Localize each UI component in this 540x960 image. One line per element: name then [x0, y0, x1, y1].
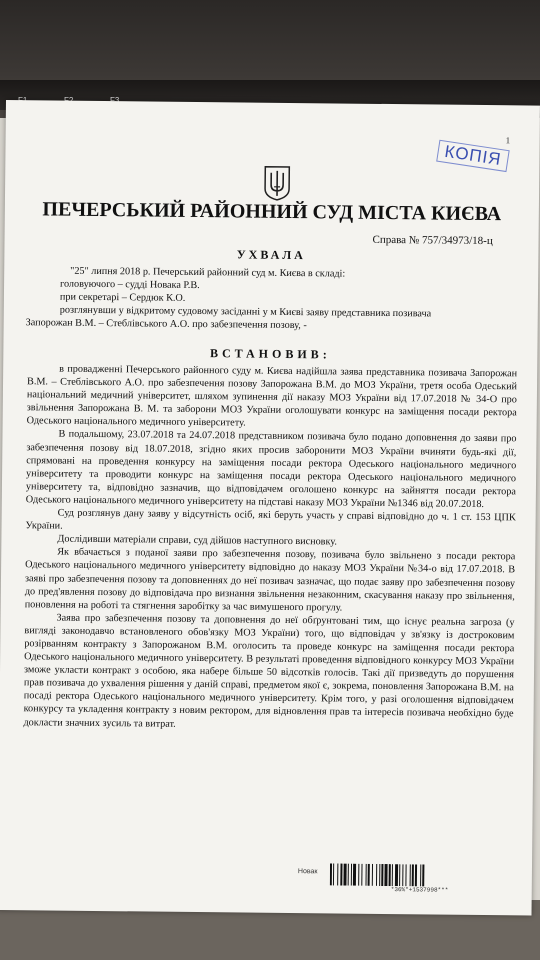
case-number: Справа № 757/34973/18-ц	[372, 233, 493, 248]
barcode-bar	[376, 864, 377, 886]
barcode-bar	[402, 864, 403, 886]
body-text	[23, 362, 517, 734]
barcode-bar	[343, 864, 346, 886]
paragraph: в провадженні Печерського районного суду м. Києва надійшла заява представника позивача Запорожан В.М. – Стеблівського А.О. про забезпечення позову Запорожана В.М. до МОЗ України, третя особа Одеський національний медичний університет, шляхом зупинення дії наказу МОЗ України від 17.07.2018 № 34-О про звільнення Запорожана В. М. та заборони МОЗ України оголошувати конкурс на заміщення посади ректора Одеського національного медичного університету.	[26, 363, 518, 429]
trident-emblem-icon	[263, 165, 291, 201]
intro-line: головуючого – судді Новака Р.В.	[60, 278, 200, 292]
barcode-bar	[361, 864, 362, 886]
copy-stamp: КОПІЯ	[436, 140, 510, 172]
barcode-bar	[399, 864, 400, 886]
document-page	[0, 100, 540, 916]
barcode-bar	[379, 864, 380, 886]
barcode-bar	[395, 864, 398, 886]
barcode-bar	[420, 864, 421, 886]
barcode-bar	[405, 864, 406, 886]
paragraph: Суд розглянув дану заяву у відсутність осіб, які беруть участь у справі відповідно до ч. 1 ст. 153 ЦПК України.	[25, 507, 516, 532]
barcode-bar	[333, 863, 334, 885]
barcode-bar	[389, 864, 391, 886]
barcode-bar	[410, 864, 411, 886]
barcode-bar	[330, 863, 332, 885]
barcode-bar	[384, 864, 387, 886]
barcode-bar	[415, 864, 417, 886]
barcode-bar	[412, 864, 414, 886]
paragraph: Дослідивши матеріали справи, суд дійшов наступного висновку.	[57, 533, 338, 548]
barcode-bar	[372, 864, 373, 886]
paragraph: Заява про забезпечення позову та доповнення до неї обґрунтовані тим, що існує реальна загроза (у вигляді законодавчо встановленого обов'язку МОЗ України) того, що відповідач у зв'язку із достроковим розірванням контракту з Запорожаном В.М. оголосить та проведе конкурс на заміщення посади ректора Одеського національного медичного університету. В результаті проведення відповідного конкурсу МОЗ України зможе укласти контракт з особою, яка набере більше 50 відсотків голосів. Такі дії призведуть до порушення прав позивача до ухвалення рішення у даній справі, предметом якої є, зокрема, поновлення Запорожана В.М. на посаді ректора Одеського національного медичного університету. Крім того, у разі оголошення відповідачем конкурсу та укладення контракту з новим ректором, для відновлення прав та інтересів позивача необхідно буде докласти значних зусиль та витрат.	[23, 612, 515, 730]
barcode-label: Новак	[297, 868, 318, 876]
barcode-bar	[348, 864, 349, 886]
barcode-bar	[353, 864, 356, 886]
paragraph: В подальшому, 23.07.2018 та 24.07.2018 представником позивача було подано доповнення до заяви про забезпечення позову від 18.07.2018, згідно яких просив заборонити МОЗ України вчиняти будь-які дії, спрямовані на проведення конкурсу на заміщення посади ректора Одеського національного медичного університету та проводити конкурс на заміщення посади ректора Одеського національного медичного університету та, відповідно зазначив, що відповідачем оголошено конкурс на зайняття посади ректора Одеського національного медичного університету на підставі наказу МОЗ України №1346 від 20.07.2018.	[25, 429, 517, 510]
barcode-bar	[368, 864, 370, 886]
barcode-bar	[351, 864, 352, 886]
court-title: ПЕЧЕРСЬКИЙ РАЙОННИЙ СУД МІСТА КИЄВА	[42, 198, 502, 226]
page-number: 1	[505, 135, 511, 146]
section-title: ВСТАНОВИВ:	[209, 346, 331, 362]
barcode-icon	[330, 863, 500, 887]
intro-line: "25" липня 2018 р. Печерський районний суд м. Києва в складі:	[70, 265, 346, 280]
intro-line: при секретарі – Сердюк К.О.	[59, 291, 186, 304]
intro-block	[25, 265, 521, 335]
barcode-bar	[358, 864, 359, 886]
barcode-bar	[365, 864, 366, 886]
barcode-bar	[340, 864, 342, 886]
barcode-number: *36%*+1537998***	[390, 886, 449, 894]
intro-line: Запорожан В.М. – Стеблівського А.О. про забезпечення позову, -	[25, 317, 307, 332]
paragraph: Як вбачається з поданої заяви про забезпечення позову, позивача було звільнено з посади ректора Одеського національного медичного університету відповідно до наказу МОЗ України №34-о від 17.07.2018. В заяві про забезпечення позову та доповненнях до неї позивач зазначає, що подає заяву про забезпечення позову до пред'явлення позову до відповідача про визнання звільнення незаконним, скасування наказу про звільнення, поновлення на роботі та стягнення заробітку за час вимушеного прогулу.	[24, 546, 516, 614]
barcode-bar	[422, 864, 424, 886]
barcode-bar	[392, 864, 393, 886]
barcode-bar	[381, 864, 383, 886]
barcode-bar	[337, 864, 338, 886]
intro-line: розглянувши у відкритому судовому засіданні у м Києві заяву представника позивача	[59, 304, 432, 320]
document-title: УХВАЛА	[236, 247, 306, 263]
